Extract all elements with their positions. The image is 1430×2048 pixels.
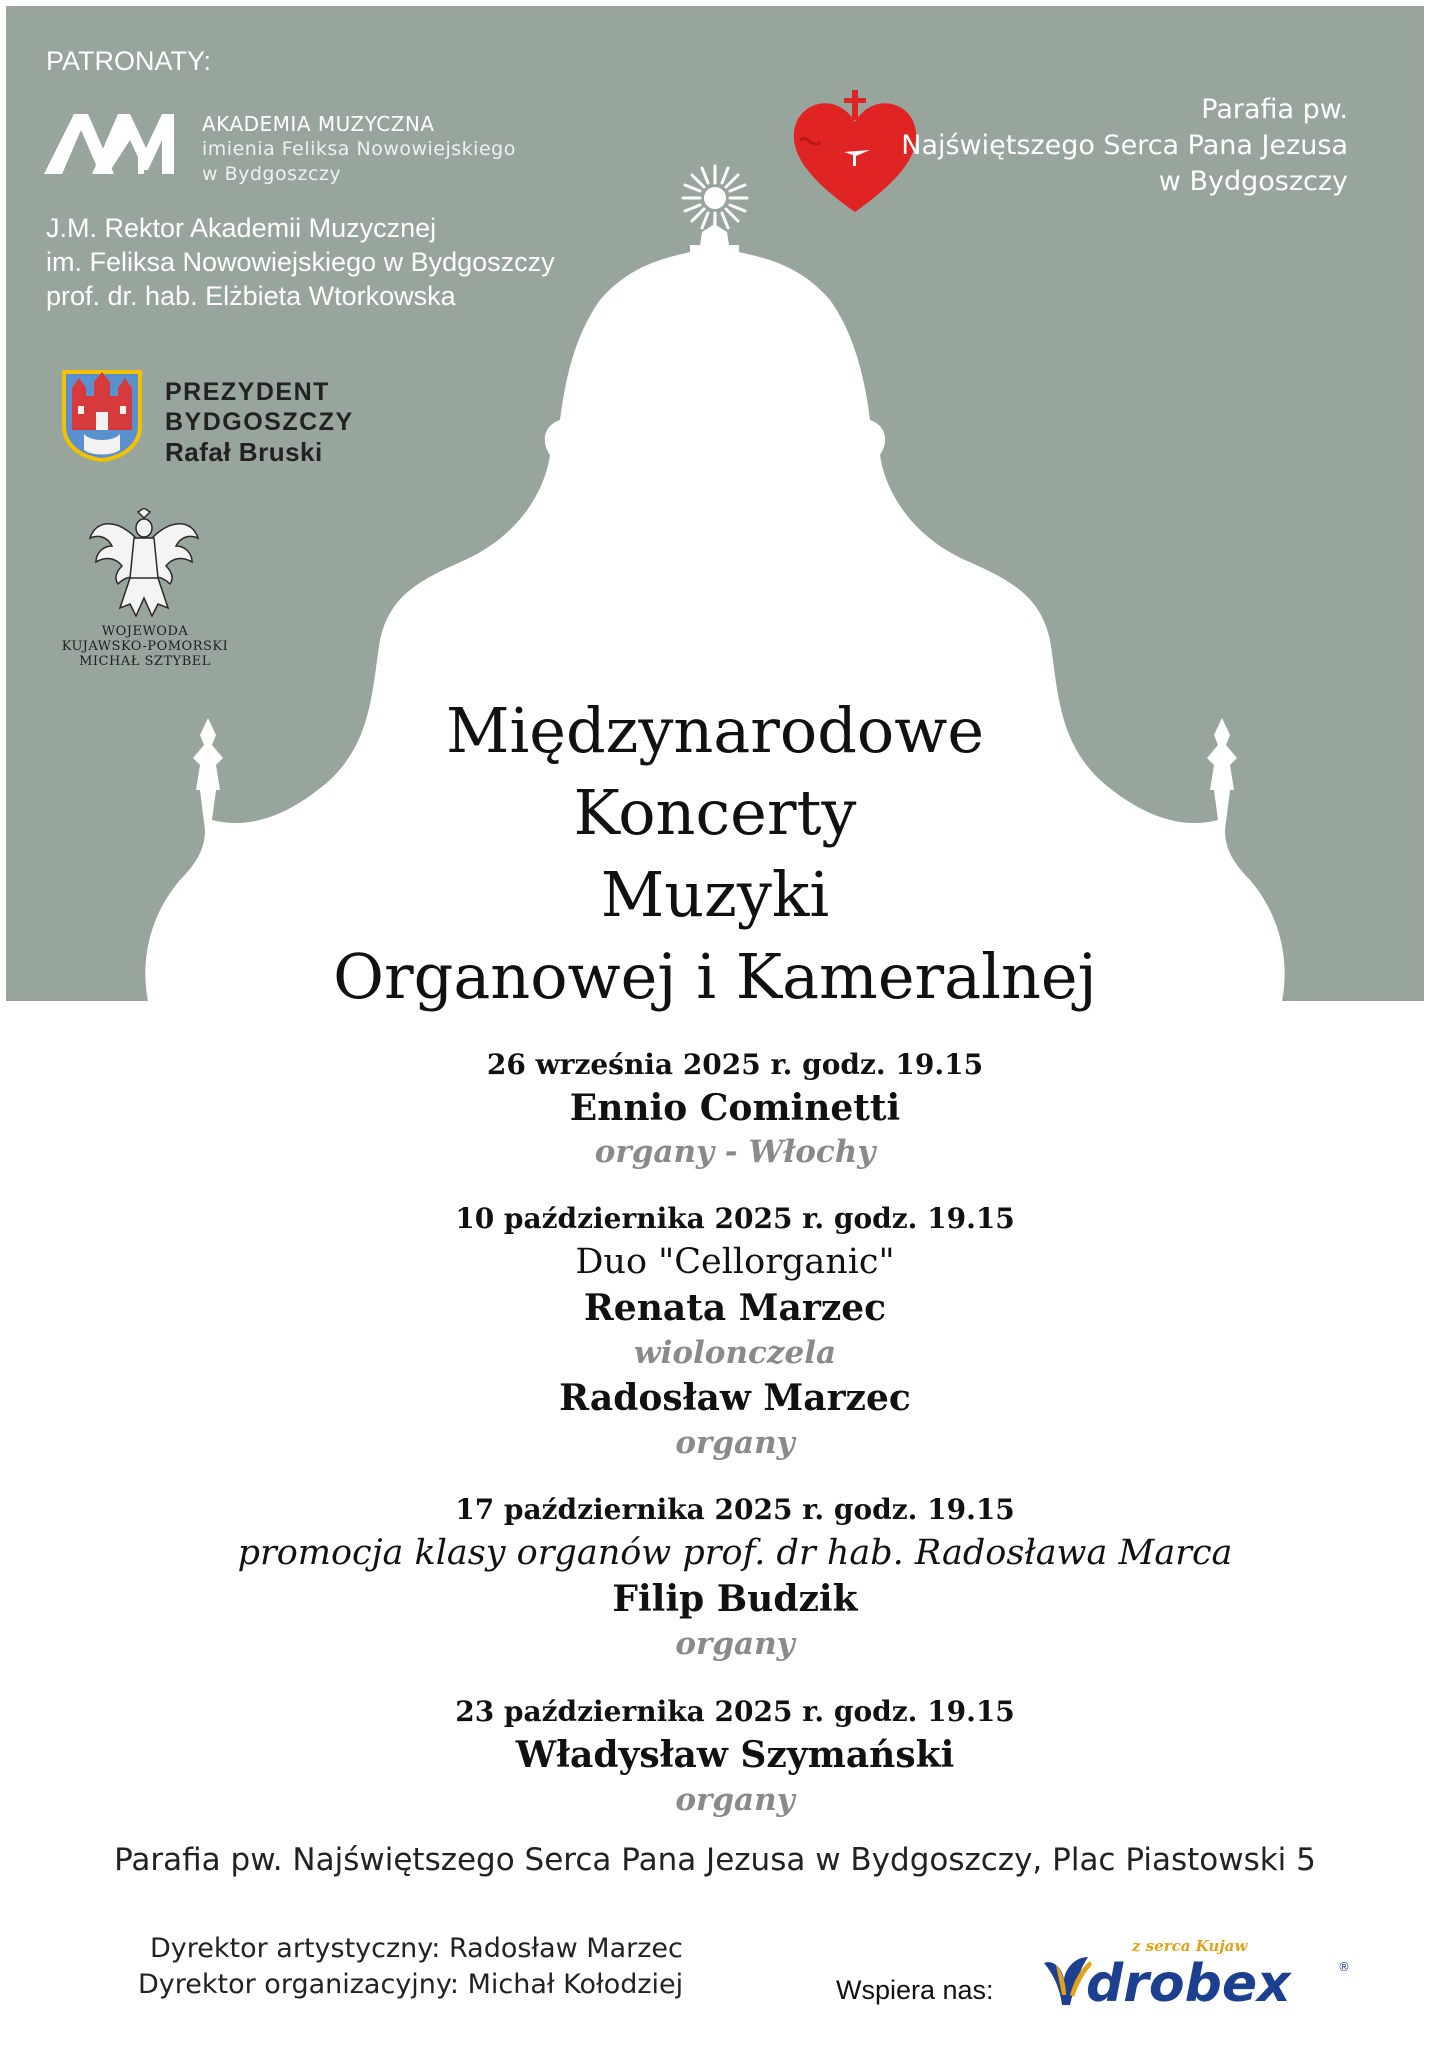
performer-instrument: wiolonczela xyxy=(633,1335,837,1371)
bydgoszcz-coat-of-arms-icon xyxy=(60,368,144,464)
drobex-sponsor-logo xyxy=(1040,1935,1360,2015)
title-line-4: Organowej i Kameralnej xyxy=(333,940,1097,1013)
performer-instrument: organy xyxy=(675,1626,795,1662)
sponsor-name: drobex xyxy=(1086,1954,1291,2014)
title-line-3: Muzyki xyxy=(600,858,830,931)
sunburst-icon xyxy=(680,163,750,233)
organizational-director: Dyrektor organizacyjny: Michał Kołodziej xyxy=(138,1969,684,2000)
white-eagle-emblem-icon xyxy=(86,508,202,620)
rector-patronage xyxy=(46,211,555,313)
concert-date: 23 października 2025 r. godz. 19.15 xyxy=(455,1695,1015,1728)
venue-address: Parafia pw. Najświętszego Serca Pana Jezusa w Bydgoszczy, Plac Piastowski 5 xyxy=(114,1842,1316,1878)
registered-mark: ® xyxy=(1338,1960,1350,1974)
performer-name: Renata Marzec xyxy=(583,1287,887,1329)
artistic-director: Dyrektor artystyczny: Radosław Marzec xyxy=(150,1933,683,1964)
music-academy-logo-icon xyxy=(40,108,180,178)
voivode-line-1: WOJEWODA xyxy=(101,624,189,639)
city-president-patronage xyxy=(165,377,354,467)
rector-line-3: prof. dr. hab. Elżbieta Wtorkowska xyxy=(46,281,456,311)
performer-instrument: organy xyxy=(675,1425,795,1461)
concert-note: promocja klasy organów prof. dr hab. Radosława Marca xyxy=(237,1533,1233,1573)
title-line-1: Międzynarodowe xyxy=(445,694,985,767)
supporter-label: Wspiera nas: xyxy=(836,1975,994,2005)
concert-3 xyxy=(100,1490,1370,1666)
president-line-2: BYDGOSZCZY xyxy=(165,408,354,436)
performer-name: Władysław Szymański xyxy=(515,1734,955,1776)
title-line-2: Koncerty xyxy=(573,776,857,849)
president-line-1: PREZYDENT xyxy=(165,378,330,406)
ensemble-name: Duo "Cellorganic" xyxy=(575,1242,895,1282)
concert-date: 26 września 2025 r. godz. 19.15 xyxy=(486,1048,984,1081)
academy-line-3: w Bydgoszczy xyxy=(202,163,342,185)
patronage-heading: PATRONATY: xyxy=(46,46,212,76)
concert-2 xyxy=(100,1199,1370,1465)
event-title xyxy=(215,690,1215,1018)
president-name: Rafał Bruski xyxy=(165,437,323,467)
concert-1 xyxy=(100,1045,1370,1173)
concert-date: 10 października 2025 r. godz. 19.15 xyxy=(455,1202,1015,1235)
academy-line-1: AKADEMIA MUZYCZNA xyxy=(202,112,435,136)
performer-name: Ennio Cominetti xyxy=(569,1087,901,1129)
parish-line-1: Parafia pw. xyxy=(1201,94,1348,125)
concert-4 xyxy=(100,1692,1370,1822)
parish-patronage xyxy=(901,92,1348,200)
concert-date: 17 października 2025 r. godz. 19.15 xyxy=(455,1493,1015,1526)
performer-instrument: organy - Włochy xyxy=(594,1134,876,1170)
voivode-line-2: KUJAWSKO-POMORSKI xyxy=(61,639,229,654)
performer-name: Radosław Marzec xyxy=(559,1377,911,1419)
sponsor-tagline: z serca Kujaw xyxy=(1132,1937,1248,1955)
music-academy-name xyxy=(202,112,516,187)
academy-line-2: imienia Feliksa Nowowiejskiego xyxy=(202,138,516,160)
rector-line-2: im. Feliksa Nowowiejskiego w Bydgoszczy xyxy=(46,247,555,277)
voivode-patronage xyxy=(40,624,250,669)
performer-name: Filip Budzik xyxy=(612,1578,858,1620)
voivode-line-3: MICHAŁ SZTYBEL xyxy=(79,654,211,669)
rector-line-1: J.M. Rektor Akademii Muzycznej xyxy=(46,213,437,243)
parish-line-3: w Bydgoszczy xyxy=(1158,166,1348,197)
parish-line-2: Najświętszego Serca Pana Jezusa xyxy=(901,130,1348,161)
performer-instrument: organy xyxy=(675,1782,795,1818)
